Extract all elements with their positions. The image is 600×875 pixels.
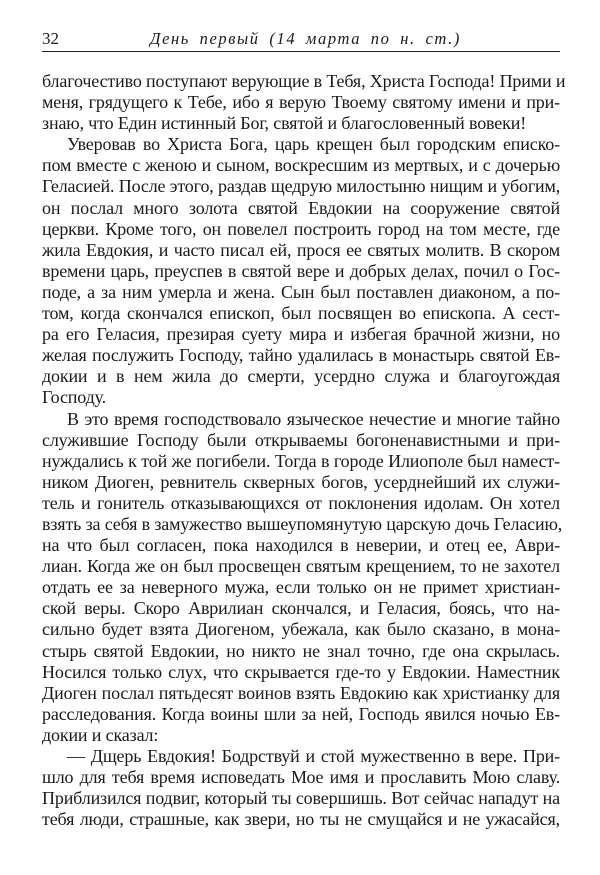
- text-line: тебя люди, страшные, как звери, но ты не смущайся и не ужасайся,: [42, 809, 560, 830]
- text-line: отдать ее за неверного мужа, если только он не примет христиан-: [42, 577, 560, 598]
- text-line: шло для тебя время исповедать Мое имя и прославить Мою славу.: [42, 767, 560, 788]
- text-line: — Дщерь Евдокия! Бодрствуй и стой мужественно в вере. При-: [67, 746, 560, 766]
- text-line: докии и сказал:: [42, 724, 159, 745]
- text-line: времени царь, преуспев в святой вере и добрых делах, почил о Гос-: [42, 260, 560, 281]
- text-line: знаю, что Един истинный Бог, святой и благословенный вовеки!: [42, 113, 527, 134]
- text-line: ником Диоген, ревнитель скверных богов, усерднейший их служи-: [42, 471, 560, 492]
- text-line: Носился только слух, что скрывается где-то у Евдокии. Наместник: [42, 661, 560, 682]
- text-line: нуждались к той же погибели. Тогда в городе Илиополе был намест-: [42, 450, 560, 471]
- text-line: лиан. Когда же он был просвещен святым крещением, то не захотел: [42, 556, 560, 577]
- text-line: Господу.: [42, 387, 107, 408]
- page-number: 32: [42, 29, 59, 48]
- text-line: на что был согласен, пока находился в неверии, и отец ее, Аври-: [42, 535, 560, 556]
- body-text: [42, 71, 566, 830]
- running-header: [42, 27, 560, 52]
- text-line: сильно будет взята Диогеном, убежала, как было сказано, в мона-: [42, 619, 560, 640]
- text-line: пом вместе с женою и сыном, воскресшим из мертвых, и с дочерью: [42, 155, 560, 176]
- text-line: жила Евдокия, и часто писал ей, прося ее святых молитв. В скором: [42, 239, 560, 260]
- text-line: взять за себя в замужество вышеупомянутую царскую дочь Геласию,: [42, 513, 563, 534]
- text-line: Уверовав во Христа Бога, царь крещен был городским еписко-: [67, 134, 560, 155]
- running-title: День первый (14 марта по н. ст.): [150, 29, 461, 48]
- text-line: ской веры. Скоро Аврилиан скончался, и Геласия, боясь, что на-: [42, 598, 560, 619]
- text-line: церкви. Кроме того, он повелел построить город на том месте, где: [42, 218, 560, 239]
- paragraph: [42, 408, 563, 747]
- paragraph: [42, 134, 560, 408]
- text-line: ра его Геласия, презирая суету мира и избегая брачной жизни, но: [42, 324, 560, 345]
- text-line: благочестиво поступают верующие в Тебя, Христа Господа! Прими и: [42, 71, 566, 91]
- text-line: желая послужить Господу, тайно удалилась в монастырь святой Ев-: [42, 345, 560, 366]
- text-line: Диоген послал пятьдесят воинов взять Евдокию как христианку для: [42, 682, 560, 703]
- text-line: служившие Господу были открываемы богоненавистными и при-: [42, 429, 560, 450]
- text-line: поде, а за ним умерла и жена. Сын был поставлен диаконом, а по-: [42, 281, 560, 302]
- text-line: том, когда скончался епископ, был посвящен во епископа. А сест-: [42, 303, 560, 324]
- text-line: тель и гонитель отказывающихся от поклонения идолам. Он хотел: [42, 492, 560, 513]
- paragraph: [42, 71, 566, 134]
- text-line: докии и в нем жила до смерти, усердно служа и благоугождая: [42, 366, 560, 387]
- text-line: меня, грядущего к Тебе, ибо я верую Твоему святому имени и при-: [42, 92, 560, 113]
- text-line: стырь святой Евдокии, но никто не знал точно, где она скрылась.: [42, 640, 560, 661]
- text-line: Геласией. После этого, раздав щедрую милостыню нищим и убогим,: [42, 176, 561, 197]
- text-line: расследования. Когда воины шли за ней, Господь явился ночью Ев-: [42, 703, 560, 724]
- text-line: Приблизился подвиг, который ты совершишь. Вот сейчас нападут на: [42, 788, 560, 809]
- paragraph: [42, 746, 560, 830]
- text-line: он послал много золота святой Евдокии на сооружение святой: [42, 197, 560, 218]
- text-line: В это время господствовало языческое нечестие и многие тайно: [67, 408, 560, 429]
